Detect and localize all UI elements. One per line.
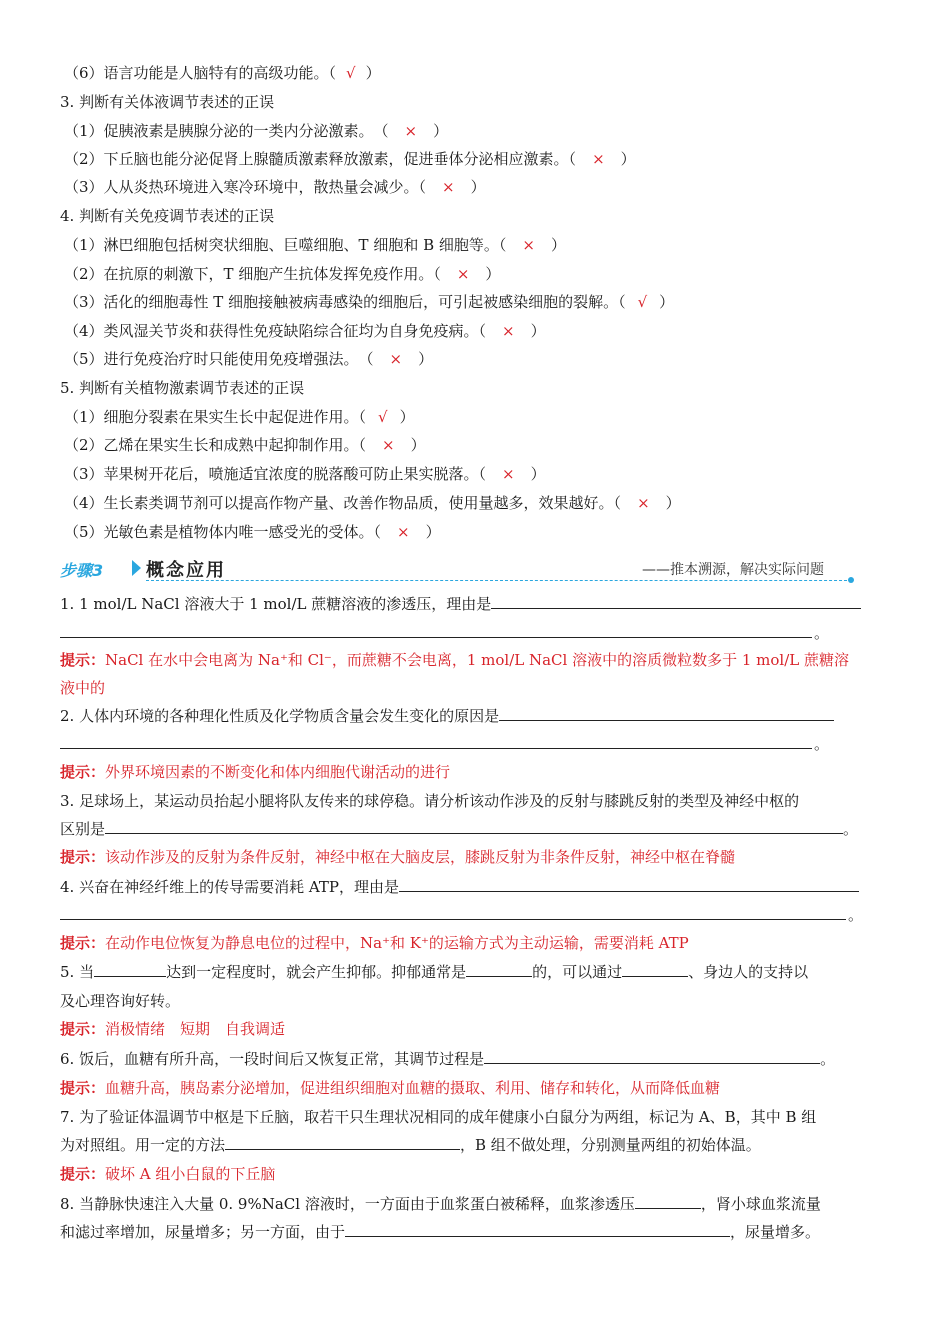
answer-mark: × bbox=[592, 150, 605, 168]
answer-blank[interactable] bbox=[499, 706, 834, 721]
dot-icon bbox=[848, 577, 854, 583]
answer-mark: × bbox=[456, 265, 470, 283]
answer-blank[interactable] bbox=[345, 1222, 730, 1237]
question-8: 8. 当静脉快速注入大量 0. 9%NaCl 溶液时，一方面由于血浆蛋白被稀释，血浆渗透压 ，肾小球血浆流量 bbox=[60, 1195, 821, 1213]
question-7: 7. 为了验证体温调节中枢是下丘脑，取若干只生理状况相同的成年健康小白鼠分为两组，标记为 A、B，其中 B 组 bbox=[60, 1108, 817, 1126]
hint-label: 提示： bbox=[60, 934, 106, 952]
answer-mark: × bbox=[502, 322, 515, 340]
judgment-item: （3）苹果树开花后，喷施适宜浓度的脱落酸可防止果实脱落。（ × ） bbox=[64, 465, 546, 483]
hint bbox=[60, 1019, 285, 1039]
step-header bbox=[60, 556, 852, 584]
hint bbox=[60, 1164, 275, 1184]
answer-blank[interactable] bbox=[105, 819, 843, 834]
hint-label: 提示： bbox=[60, 848, 106, 866]
answer-blank[interactable] bbox=[484, 1049, 820, 1064]
answer-mark: × bbox=[397, 523, 410, 541]
judgment-item: （3）活化的细胞毒性 T 细胞接触被病毒感染的细胞后，可引起被感染细胞的裂解。（ √ ） bbox=[64, 293, 675, 311]
hint-text: 外界环境因素的不断变化和体内细胞代谢活动的进行 bbox=[105, 763, 451, 781]
hint-text: 破坏 A 组小白鼠的下丘脑 bbox=[105, 1165, 276, 1183]
arrow-right-icon bbox=[132, 560, 141, 576]
hint-label: 提示： bbox=[60, 763, 106, 781]
answer-line[interactable] bbox=[60, 919, 846, 920]
step-title: 概念应用 bbox=[146, 560, 226, 581]
judgment-item: （6）语言功能是人脑特有的高级功能。（ √ ） bbox=[64, 64, 381, 82]
question-4: 4. 兴奋在神经纤维上的传导需要消耗 ATP，理由是 bbox=[60, 877, 859, 897]
answer-mark: × bbox=[522, 236, 535, 254]
answer-blank[interactable] bbox=[491, 594, 861, 609]
answer-blank[interactable] bbox=[466, 962, 532, 977]
answer-mark: × bbox=[389, 350, 403, 368]
hint bbox=[60, 762, 450, 782]
question-8-cont: 和滤过率增加，尿量增多；另一方面，由于 ，尿量增多。 bbox=[60, 1223, 821, 1241]
header-divider bbox=[146, 580, 852, 581]
period: 。 bbox=[814, 735, 830, 753]
judgment-item: （1）淋巴细胞包括树突状细胞、巨噬细胞、T 细胞和 B 细胞等。（ × ） bbox=[64, 236, 566, 254]
hint-text: 该动作涉及的反射为条件反射，神经中枢在大脑皮层，膝跳反射为非条件反射，神经中枢在脊髓 bbox=[105, 848, 736, 866]
hint bbox=[60, 1078, 720, 1098]
question-7-cont: 为对照组。用一定的方法 ，B 组不做处理，分别测量两组的初始体温。 bbox=[60, 1136, 761, 1154]
hint-label: 提示： bbox=[60, 1020, 106, 1038]
judgment-item: （3）人从炎热环境进入寒冷环境中，散热量会减少。（ × ） bbox=[64, 178, 486, 196]
answer-mark: × bbox=[382, 436, 395, 454]
question-6: 6. 饭后，血糖有所升高，一段时间后又恢复正常，其调节过程是 。 bbox=[60, 1050, 836, 1068]
hint-text: 消极情绪 短期 自我调适 bbox=[105, 1020, 286, 1038]
answer-mark: √ bbox=[346, 64, 356, 82]
question-5: 5. 当 达到一定程度时，就会产生抑郁。抑郁通常是 的，可以通过 、身边人的支持以 bbox=[60, 963, 809, 981]
hint-text-cont: 液中的 bbox=[60, 679, 106, 697]
period: 。 bbox=[814, 624, 830, 642]
answer-mark: × bbox=[502, 465, 515, 483]
answer-mark: × bbox=[637, 494, 650, 512]
section-title: 3. 判断有关体液调节表述的正误 bbox=[60, 93, 275, 111]
question-1: 1. 1 mol/L NaCl 溶液大于 1 mol/L 蔗糖溶液的渗透压，理由是 bbox=[60, 594, 861, 614]
judgment-item: （1）促胰液素是胰腺分泌的一类内分泌激素。 （ × ） bbox=[64, 122, 449, 140]
question-3: 3. 足球场上，某运动员抬起小腿将队友传来的球停稳。请分析该动作涉及的反射与膝跳反射的类型及神经中枢的 bbox=[60, 792, 800, 810]
hint-text: NaCl 在水中会电离为 Na⁺和 Cl⁻，而蔗糖不会电离，1 mol/L NaCl 溶液中的溶质微粒数多于 1 mol/L 蔗糖溶 bbox=[105, 651, 850, 669]
hint bbox=[60, 847, 735, 867]
judgment-item: （4）生长素类调节剂可以提高作物产量、改善作物品质，使用量越多，效果越好。（ × ） bbox=[64, 494, 681, 512]
judgment-item: （5）光敏色素是植物体内唯一感受光的受体。（ × ） bbox=[64, 523, 441, 541]
step-badge: 步骤3 bbox=[60, 561, 104, 580]
hint bbox=[60, 650, 849, 670]
judgment-item: （5）进行免疫治疗时只能使用免疫增强法。 （ × ） bbox=[64, 350, 434, 368]
answer-blank[interactable] bbox=[225, 1135, 460, 1150]
hint-label: 提示： bbox=[60, 1165, 106, 1183]
question-3-cont: 区别是 。 bbox=[60, 820, 859, 838]
period: 。 bbox=[848, 906, 864, 924]
hint-text: 血糖升高，胰岛素分泌增加，促进组织细胞对血糖的摄取、利用、储存和转化，从而降低血糖 bbox=[105, 1079, 721, 1097]
answer-mark: √ bbox=[637, 293, 648, 311]
hint-label: 提示： bbox=[60, 1079, 106, 1097]
question-2: 2. 人体内环境的各种理化性质及化学物质含量会发生变化的原因是 bbox=[60, 706, 834, 726]
judgment-item: （1）细胞分裂素在果实生长中起促进作用。（ √ ） bbox=[64, 408, 415, 426]
answer-line[interactable] bbox=[60, 748, 812, 749]
section-title: 4. 判断有关免疫调节表述的正误 bbox=[60, 207, 275, 225]
judgment-item: （2）下丘脑也能分泌促肾上腺髓质激素释放激素，促进垂体分泌相应激素。（ × ） bbox=[64, 150, 636, 168]
answer-mark: × bbox=[442, 178, 455, 196]
question-5-cont: 及心理咨询好转。 bbox=[60, 992, 181, 1010]
answer-blank[interactable] bbox=[622, 962, 688, 977]
hint bbox=[60, 933, 689, 953]
judgment-item: （4）类风湿关节炎和获得性免疫缺陷综合征均为自身免疫病。（ × ） bbox=[64, 322, 546, 340]
answer-mark: √ bbox=[378, 408, 388, 426]
answer-line[interactable] bbox=[60, 637, 812, 638]
answer-mark: × bbox=[404, 122, 418, 140]
section-title: 5. 判断有关植物激素调节表述的正误 bbox=[60, 379, 305, 397]
judgment-item: （2）乙烯在果实生长和成熟中起抑制作用。（ × ） bbox=[64, 436, 426, 454]
hint-label: 提示： bbox=[60, 651, 106, 669]
hint-text: 在动作电位恢复为静息电位的过程中，Na⁺和 K⁺的运输方式为主动运输，需要消耗 ATP bbox=[105, 934, 689, 952]
answer-blank[interactable] bbox=[399, 877, 859, 892]
judgment-item: （2）在抗原的刺激下，T 细胞产生抗体发挥免疫作用。（ × ） bbox=[64, 265, 501, 283]
step-subtitle: ——推本溯源，解决实际问题 bbox=[642, 562, 824, 578]
answer-blank[interactable] bbox=[94, 962, 166, 977]
answer-blank[interactable] bbox=[635, 1194, 701, 1209]
